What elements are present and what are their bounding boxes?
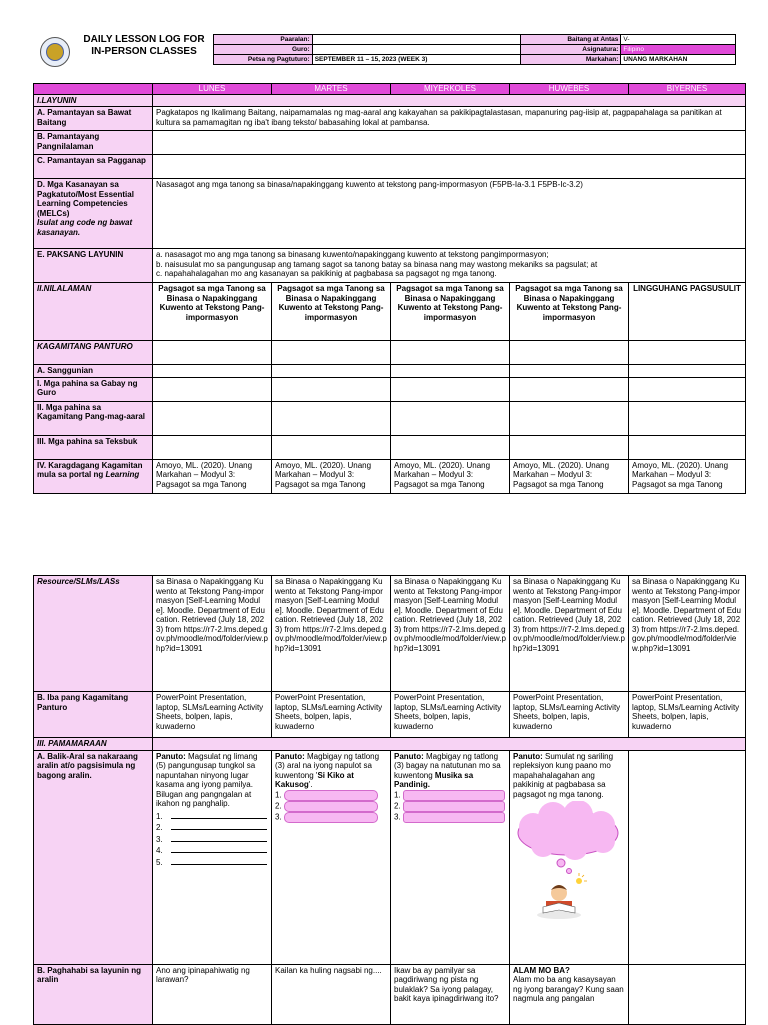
- resource-label: Resource/SLMs/LASs: [34, 576, 153, 692]
- answer-field[interactable]: [403, 812, 505, 823]
- pangnilalaman-text: [153, 131, 746, 155]
- melcs-label: D. Mga Kasanayan sa Pagkatuto/Most Essential Learning Competencies (MELCs) Isulat ang code ng bawat kasanayan.: [34, 179, 153, 249]
- resource-text: sa Binasa o Napakinggang Kuwento at Tekstong Pang-impormasyon [Self-Learning Module]. Moodle. Department of Education. Retrieved (July 18, 2023) from https://r7-2.lms.deped.gov.ph/moodle/mod/folder/view.php?id=13091: [391, 576, 510, 692]
- baitang-label: Baitang at Antas: [520, 35, 621, 45]
- answer-field[interactable]: [284, 812, 378, 823]
- balik-aral-martes: Panuto: Magbigay ng tatlong (3) aral na iyong napulot sa kuwentong 'Si Kiko at Kakusog'. 1. 2. 3.: [272, 750, 391, 964]
- balik-aral-lunes: Panuto: Magsulat ng limang (5) pangungusap tungkol sa napuntahan ninyong lugar kasama ang iyong pamilya. Bilugan ang pangngalan at ikahon ng panghalip. 1. 2. 3. 4. 5.: [153, 750, 272, 964]
- pangnilalaman-label: B. Pamantayang Pangnilalaman: [34, 131, 153, 155]
- nilalaman-day: Pagsagot sa mga Tanong sa Binasa o Napakinggang Kuwento at Tekstong Pang-impormasyon: [391, 283, 510, 341]
- corner-cell: [34, 84, 153, 95]
- answer-field[interactable]: [403, 801, 505, 812]
- day-header: LUNES: [153, 84, 272, 95]
- day-header: HUWEBES: [510, 84, 629, 95]
- paghahabi-miyerkoles: Ikaw ba ay pamilyar sa pagdiriwang ng pista ng bulaklak? Sa iyong palagay, bakit kaya ipinagdiriwang ito?: [391, 964, 510, 1024]
- balik-aral-label: A. Balik-Aral sa nakaraang aralin at/o pagsisimula ng bagong aralin.: [34, 750, 153, 964]
- teksbuk-label: III. Mga pahina sa Teksbuk: [34, 435, 153, 459]
- paksang-text: a. nasasagot mo ang mga tanong sa binasang kuwento/napakinggang kuwento at tekstong pangimpormasyon; b. naisusulat mo sa pangungusap ang tamang sagot sa tanong batay sa binasa nang may wastong mekaniks sa pagsulat; at c. napahahalagahan mo ang kasanayan sa pakikinig at pagbabasa sa pagsagot ng mga tanong.: [153, 249, 746, 283]
- asignatura-value: Filipino: [621, 45, 736, 55]
- header-info-table: [213, 34, 736, 65]
- answer-field[interactable]: [284, 801, 378, 812]
- resource-text: sa Binasa o Napakinggang Kuwento at Tekstong Pang-impormasyon [Self-Learning Module]. Moodle. Department of Education. Retrieved (July 18, 2023) from https://r7-2.lms.deped.gov.ph/moodle/mod/folder/view.php?id=13091: [153, 576, 272, 692]
- paghahabi-label: B. Paghahabi sa layunin ng aralin: [34, 964, 153, 1024]
- answer-field[interactable]: [403, 790, 505, 801]
- karagdagang-text: Amoyo, ML. (2020). Unang Markahan – Modyul 3: Pagsagot sa mga Tanong: [510, 459, 629, 493]
- gabay-label: I. Mga pahina sa Gabay ng Guro: [34, 377, 153, 401]
- day-header: MIYERKOLES: [391, 84, 510, 95]
- iba-text: PowerPoint Presentation, laptop, SLMs/Learning Activity Sheets, bolpen, lapis, kuwaderno: [391, 692, 510, 738]
- resource-text: sa Binasa o Napakinggang Kuwento at Tekstong Pang-impormasyon [Self-Learning Module]. Moodle. Department of Education. Retrieved (July 18, 2023) from https://r7-2.lms.deped.gov.ph/moodle/mod/folder/view.php?id=13091: [510, 576, 629, 692]
- lingguhang-pagsusulit: LINGGUHANG PAGSUSULIT: [629, 283, 746, 341]
- paghahabi-martes: Kailan ka huling nagsabi ng....: [272, 964, 391, 1024]
- iba-text: PowerPoint Presentation, laptop, SLMs/Learning Activity Sheets, bolpen, lapis, kuwaderno: [510, 692, 629, 738]
- resource-text: sa Binasa o Napakinggang Kuwento at Tekstong Pang-impormasyon [Self-Learning Module]. Moodle. Department of Education. Retrieved (July 18, 2023) from https://r7-2.lms.deped.gov.ph/moodle/mod/folder/view.php?id=13091: [629, 576, 746, 692]
- petsa-label: Petsa ng Pagtuturo:: [214, 55, 313, 65]
- karagdagang-text: Amoyo, ML. (2020). Unang Markahan – Modyul 3: Pagsagot sa mga Tanong: [272, 459, 391, 493]
- iba-text: PowerPoint Presentation, laptop, SLMs/Learning Activity Sheets, bolpen, lapis, kuwaderno: [629, 692, 746, 738]
- balik-aral-huwebes: Panuto: Sumulat ng sariling repleksiyon kung paano mo mapahahalagahan ang pakikinig at pagbabasa sa pagsagot ng mga tanong.: [510, 750, 629, 964]
- paghahabi-lunes: Ano ang ipinapahiwatig ng larawan?: [153, 964, 272, 1024]
- pamamaraan-label: III. PAMAMARAAN: [34, 738, 153, 751]
- deped-seal-icon: [40, 37, 70, 67]
- kagamitang-label: KAGAMITANG PANTURO: [34, 341, 153, 365]
- pamantayan-bawat-label: A. Pamantayan sa Bawat Baitang: [34, 107, 153, 131]
- reading-child-icon: [537, 873, 587, 919]
- dll-title: DAILY LESSON LOG FOR IN-PERSON CLASSES: [83, 34, 205, 57]
- paghahabi-huwebes: ALAM MO BA? Alam mo ba ang kasaysayan ng iyong barangay? Kung saan nagmula ang pangalan: [510, 964, 629, 1024]
- paksang-label: E. PAKSANG LAYUNIN: [34, 249, 153, 283]
- petsa-value: SEPTEMBER 11 – 15, 2023 (WEEK 3): [312, 55, 520, 65]
- karagdagang-text: Amoyo, ML. (2020). Unang Markahan – Modyul 3: Pagsagot sa mga Tanong: [153, 459, 272, 493]
- karagdagang-label: IV. Karagdagang Kagamitan mula sa portal ng Learning: [34, 459, 153, 493]
- asignatura-label: Asignatura:: [520, 45, 621, 55]
- melcs-text: Nasasagot ang mga tanong sa binasa/napakinggang kuwento at tekstong pang-impormasyon (F5PB-Ia-3.1 F5PB-Ic-3.2): [153, 179, 746, 249]
- paghahabi-biyernes: [629, 964, 746, 1024]
- sanggunian-label: A. Sanggunian: [34, 365, 153, 378]
- pagganap-label: C. Pamantayan sa Pagganap: [34, 155, 153, 179]
- nilalaman-day: Pagsagot sa mga Tanong sa Binasa o Napakinggang Kuwento at Tekstong Pang-impormasyon: [272, 283, 391, 341]
- lesson-table-top: [33, 83, 746, 494]
- paaralan-value: [312, 35, 520, 45]
- baitang-value: V-: [621, 35, 736, 45]
- guro-value: [312, 45, 520, 55]
- pamamaraan-band: [153, 738, 746, 751]
- markahan-value: UNANG MARKAHAN: [621, 55, 736, 65]
- lesson-table-bottom: [33, 575, 746, 1025]
- balik-aral-miyerkoles: Panuto: Magbigay ng tatlong (3) bagay na natutunan mo sa kuwentong Musika sa Pandinig. 1. 2. 3.: [391, 750, 510, 964]
- layunin-band: [153, 94, 746, 107]
- iba-label: B. Iba pang Kagamitang Panturo: [34, 692, 153, 738]
- markahan-label: Markahan:: [520, 55, 621, 65]
- nilalaman-day: Pagsagot sa mga Tanong sa Binasa o Napakinggang Kuwento at Tekstong Pang-impormasyon: [510, 283, 629, 341]
- guro-label: Guro:: [214, 45, 313, 55]
- nilalaman-label: II.NILALAMAN: [34, 283, 153, 341]
- day-header: BIYERNES: [629, 84, 746, 95]
- karagdagang-text: Amoyo, ML. (2020). Unang Markahan – Modyul 3: Pagsagot sa mga Tanong: [629, 459, 746, 493]
- nilalaman-day: Pagsagot sa mga Tanong sa Binasa o Napakinggang Kuwento at Tekstong Pang-impormasyon: [153, 283, 272, 341]
- iba-text: PowerPoint Presentation, laptop, SLMs/Learning Activity Sheets, bolpen, lapis, kuwaderno: [272, 692, 391, 738]
- paaralan-label: Paaralan:: [214, 35, 313, 45]
- thought-cloud-icon: [513, 801, 625, 921]
- resource-text: sa Binasa o Napakinggang Kuwento at Tekstong Pang-impormasyon [Self-Learning Module]. Moodle. Department of Education. Retrieved (July 18, 2023) from https://r7-2.lms.deped.gov.ph/moodle/mod/folder/view.php?id=13091: [272, 576, 391, 692]
- kagamitang-mag-aaral-label: II. Mga pahina sa Kagamitang Pang-mag-aaral: [34, 401, 153, 435]
- iba-text: PowerPoint Presentation, laptop, SLMs/Learning Activity Sheets, bolpen, lapis, kuwaderno: [153, 692, 272, 738]
- karagdagang-text: Amoyo, ML. (2020). Unang Markahan – Modyul 3: Pagsagot sa mga Tanong: [391, 459, 510, 493]
- day-header: MARTES: [272, 84, 391, 95]
- pamantayan-bawat-text: Pagkatapos ng Ikalimang Baitang, naipamamalas ng mag-aaral ang kakayahan sa pakikipagtalastasan, mapanuring pag-iisip at, pagpapahalaga sa panitikan at kultura sa pamamagitan ng iba't ibang teksto/ babasahing lokal at pambansa.: [153, 107, 746, 131]
- pagganap-text: [153, 155, 746, 179]
- balik-aral-biyernes: [629, 750, 746, 964]
- answer-field[interactable]: [284, 790, 378, 801]
- layunin-label: I.LAYUNIN: [34, 94, 153, 107]
